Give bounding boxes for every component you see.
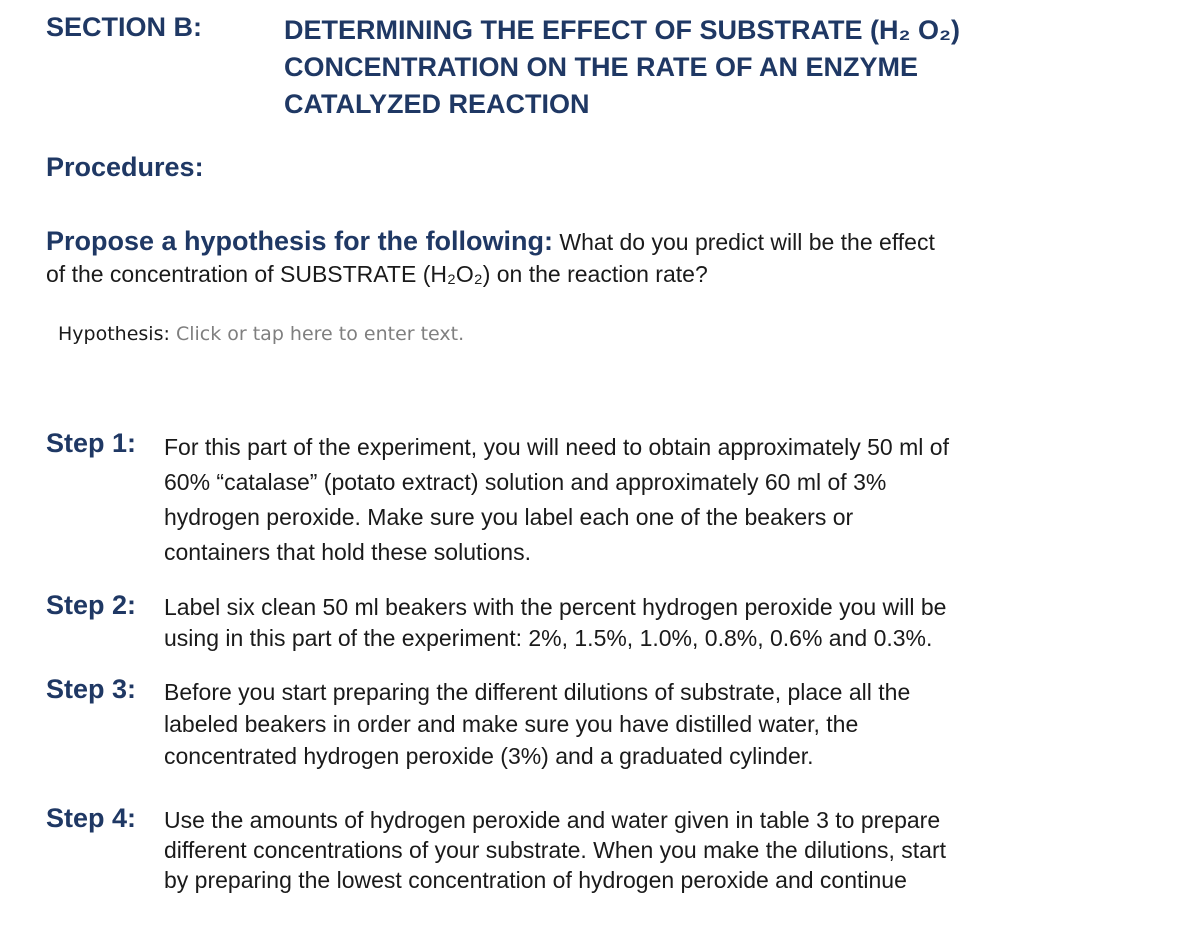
- step-text: [164, 676, 1074, 772]
- step-line: containers that hold these solutions.: [164, 539, 531, 565]
- hypothesis-input[interactable]: Click or tap here to enter text.: [175, 323, 465, 345]
- step-line: using in this part of the experiment: 2%, 1.5%, 1.0%, 0.8%, 0.6% and 0.3%.: [164, 625, 933, 651]
- section-label: SECTION B:: [46, 12, 203, 42]
- hypothesis-prompt-lead: Propose a hypothesis for the following:: [46, 226, 554, 256]
- step-label: Step 1:: [46, 428, 137, 458]
- step-label: Step 3:: [46, 674, 137, 704]
- hypothesis-prompt-text: What do you predict will be the effect: [553, 229, 935, 255]
- step-line: For this part of the experiment, you will need to obtain approximately 50 ml of: [164, 434, 949, 460]
- step-line: Use the amounts of hydrogen peroxide and water given in table 3 to prepare: [164, 807, 941, 833]
- step-line: 60% “catalase” (potato extract) solution and approximately 60 ml of 3%: [164, 469, 887, 495]
- step-line: concentrated hydrogen peroxide (3%) and a graduated cylinder.: [164, 743, 814, 769]
- hypothesis-label: Hypothesis:: [58, 323, 170, 345]
- hypothesis-field[interactable]: [58, 323, 464, 345]
- step-line: labeled beakers in order and make sure you have distilled water, the: [164, 711, 859, 737]
- step-text: [164, 592, 1074, 654]
- section-title: [284, 12, 1164, 123]
- section-title-line: CONCENTRATION ON THE RATE OF AN ENZYME: [284, 52, 918, 82]
- step-line: Before you start preparing the different dilutions of substrate, place all the: [164, 679, 911, 705]
- step-line: different concentrations of your substrate. When you make the dilutions, start: [164, 837, 946, 863]
- step-text: [164, 805, 1074, 895]
- step-label: Step 2:: [46, 590, 137, 620]
- step-text: [164, 430, 1074, 570]
- step-line: Label six clean 50 ml beakers with the percent hydrogen peroxide you will be: [164, 594, 947, 620]
- hypothesis-prompt: [46, 224, 1146, 291]
- section-title-line: CATALYZED REACTION: [284, 89, 590, 119]
- section-title-line: DETERMINING THE EFFECT OF SUBSTRATE (H₂ O₂): [284, 15, 960, 45]
- hypothesis-prompt-text: of the concentration of SUBSTRATE (H₂O₂) on the reaction rate?: [46, 261, 708, 287]
- step-label: Step 4:: [46, 803, 137, 833]
- step-line: by preparing the lowest concentration of hydrogen peroxide and continue: [164, 867, 907, 893]
- step-line: hydrogen peroxide. Make sure you label each one of the beakers or: [164, 504, 854, 530]
- procedures-heading: Procedures:: [46, 152, 204, 182]
